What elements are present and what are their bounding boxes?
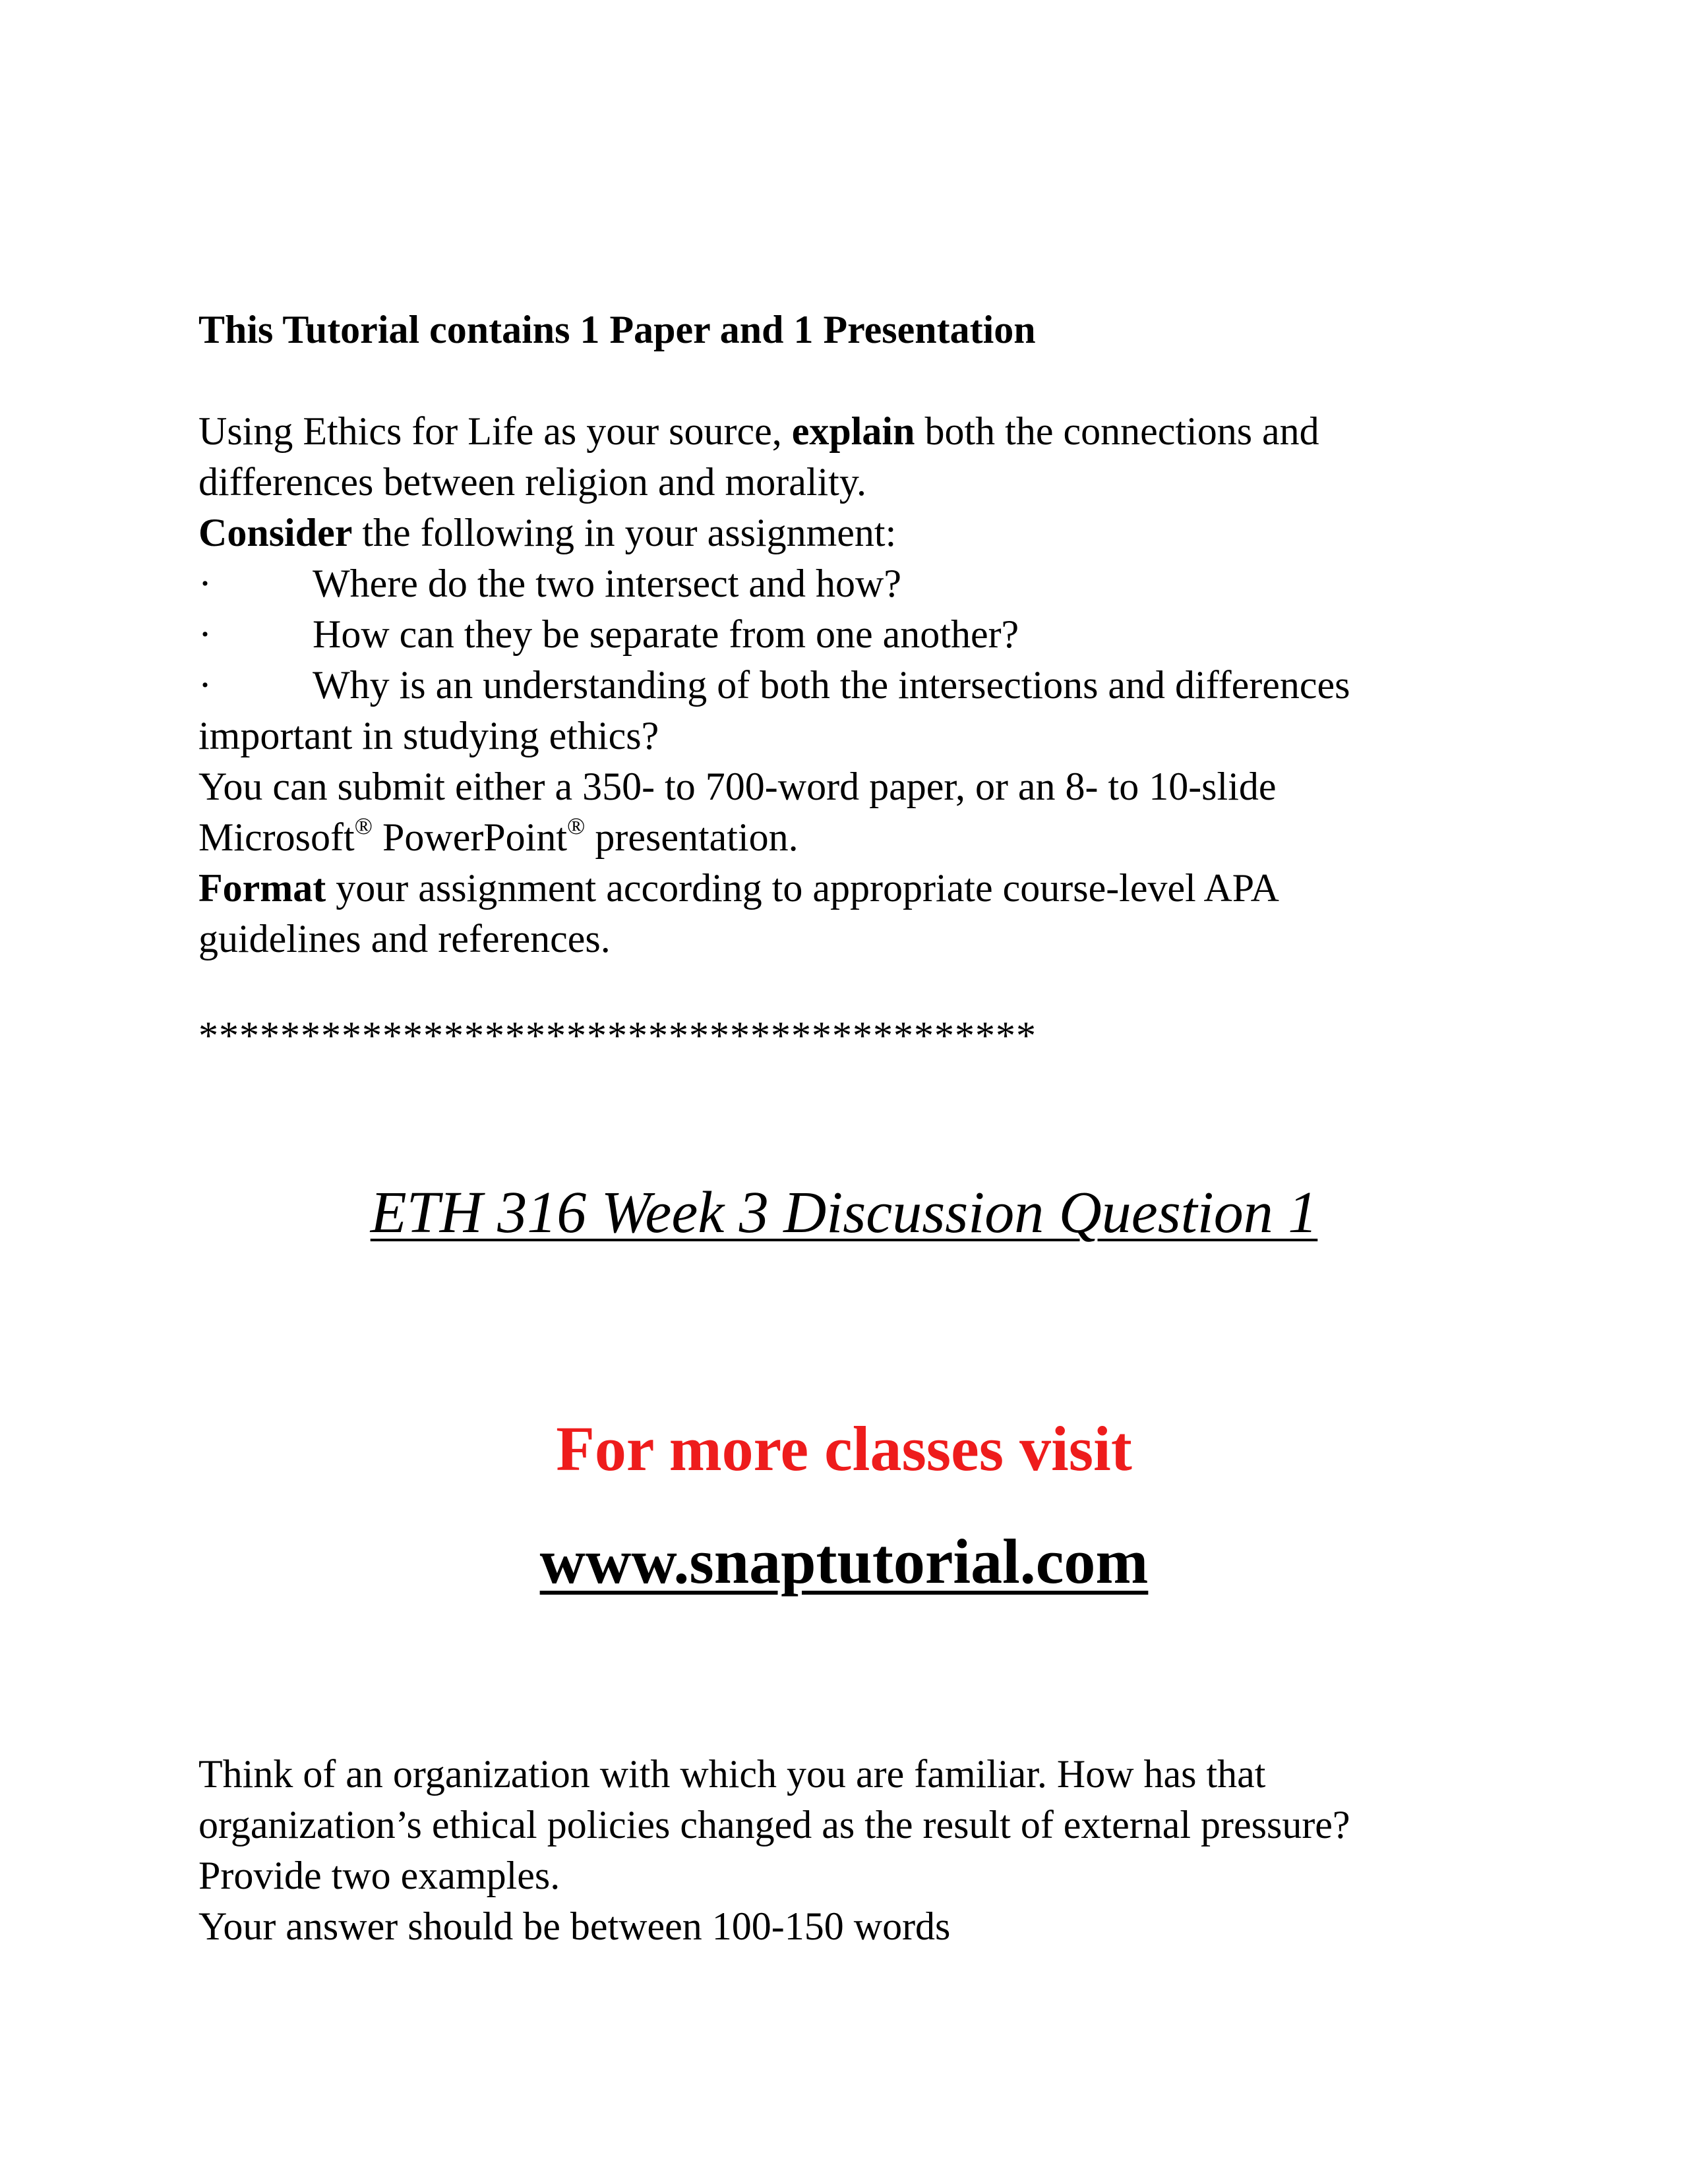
assignment-body bbox=[198, 406, 1517, 964]
intro-text-pre: Using Ethics for Life as your source, bbox=[198, 409, 792, 453]
discussion-question-body bbox=[198, 1749, 1517, 1952]
submit-microsoft: Microsoft bbox=[198, 815, 355, 859]
bullet-item-3 bbox=[198, 660, 1517, 711]
question-line-1: Think of an organization with which you are familiar. How has that bbox=[198, 1752, 1266, 1796]
submit-powerpoint: PowerPoint bbox=[373, 815, 568, 859]
bullet-3-continuation: important in studying ethics? bbox=[198, 714, 659, 757]
submit-line-1: You can submit either a 350- to 700-word paper, or an 8- to 10-slide bbox=[198, 765, 1277, 808]
format-bold: Format bbox=[198, 866, 326, 910]
promo-text: For more classes visit bbox=[556, 1413, 1132, 1484]
question-line-2: organization’s ethical policies changed as the result of external pressure? bbox=[198, 1803, 1350, 1846]
bullet-dot-2: · bbox=[198, 612, 212, 656]
bullet-text-2: How can they be separate from one another? bbox=[313, 612, 1019, 656]
format-rest: your assignment according to appropriate course-level APA bbox=[326, 866, 1279, 910]
question-line-4: Your answer should be between 100-150 words bbox=[198, 1904, 951, 1948]
consider-rest: the following in your assignment: bbox=[352, 511, 897, 554]
submit-rest: presentation. bbox=[585, 815, 799, 859]
registered-mark-2: ® bbox=[567, 813, 586, 839]
bullet-item-1 bbox=[198, 558, 1517, 609]
site-link[interactable]: www.snaptutorial.com bbox=[539, 1526, 1149, 1597]
bullet-dot-1: · bbox=[198, 562, 212, 605]
bullet-item-2 bbox=[198, 609, 1517, 660]
bullet-text-1: Where do the two intersect and how? bbox=[313, 562, 901, 605]
bullet-text-3: Why is an understanding of both the intersections and differences bbox=[313, 663, 1350, 707]
discussion-title: ETH 316 Week 3 Discussion Question 1 bbox=[370, 1180, 1318, 1245]
separator-stars: ***************************************** bbox=[198, 1014, 1037, 1057]
intro-bold-explain: explain bbox=[791, 409, 915, 453]
bullet-dot-3: · bbox=[198, 663, 212, 707]
format-line bbox=[198, 863, 1517, 914]
consider-line bbox=[198, 508, 1517, 558]
intro-text-post: both the connections and bbox=[915, 409, 1319, 453]
question-line-3: Provide two examples. bbox=[198, 1854, 560, 1897]
registered-mark-1: ® bbox=[354, 813, 373, 839]
submit-line-2 bbox=[198, 812, 1517, 863]
consider-bold: Consider bbox=[198, 511, 353, 554]
intro-line-2: differences between religion and morality. bbox=[198, 460, 866, 504]
intro-line-1 bbox=[198, 406, 1517, 457]
format-line-2: guidelines and references. bbox=[198, 917, 611, 960]
tutorial-heading: This Tutorial contains 1 Paper and 1 Presentation bbox=[198, 308, 1036, 351]
